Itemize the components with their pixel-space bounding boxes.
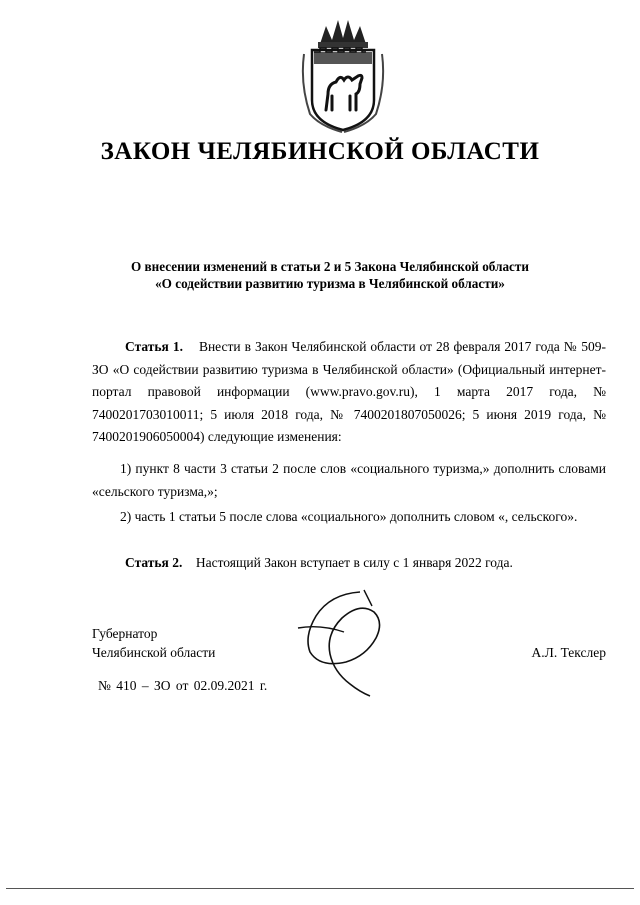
article-2 bbox=[92, 552, 606, 575]
article-2-label: Статья 2. bbox=[125, 555, 183, 570]
signatory-position bbox=[92, 624, 215, 662]
page-title: ЗАКОН ЧЕЛЯБИНСКОЙ ОБЛАСТИ bbox=[100, 138, 540, 165]
article-1-item-1: 1) пункт 8 части 3 статьи 2 после слов «социального туризма,» дополнить словами «сельского туризма,»; bbox=[92, 461, 606, 499]
article-1-label: Статья 1. bbox=[125, 339, 183, 354]
signatory-position-line: Челябинской области bbox=[92, 645, 216, 660]
article-1-text: Внести в Закон Челябинской области от 28 февраля 2017 года № 509-ЗО «О содействии развитию туризма в Челябинской области» (Официальный интернет-портал правовой информации (www.pravo.gov.ru), 1 марта 2017 года, № 7400201703010011; 5 июля 2018 года, № 7400201807050026; 5 июня 2019 года, № 7400201906050004) следующие изменения: bbox=[92, 339, 607, 444]
signatory-name: А.Л. Текслер bbox=[531, 645, 606, 660]
subtitle-line: О внесении изменений в статьи 2 и 5 Закона Челябинской области bbox=[131, 259, 529, 274]
signatory-position-line: Губернатор bbox=[92, 626, 158, 641]
article-1 bbox=[92, 336, 606, 449]
chelyabinsk-coat-of-arms-icon bbox=[298, 14, 388, 134]
document-subtitle bbox=[60, 258, 600, 292]
article-2-text: Настоящий Закон вступает в силу с 1 января 2022 года. bbox=[195, 555, 513, 570]
subtitle-line: «О содействии развитию туризма в Челябинской области» bbox=[155, 276, 505, 291]
footer-divider bbox=[6, 888, 634, 889]
handwritten-signature-icon bbox=[290, 588, 400, 700]
law-number: № 410 – ЗО от 02.09.2021 г. bbox=[98, 678, 268, 693]
article-1-item-2: 2) часть 1 статьи 5 после слова «социального» дополнить словом «, сельского». bbox=[120, 509, 578, 524]
